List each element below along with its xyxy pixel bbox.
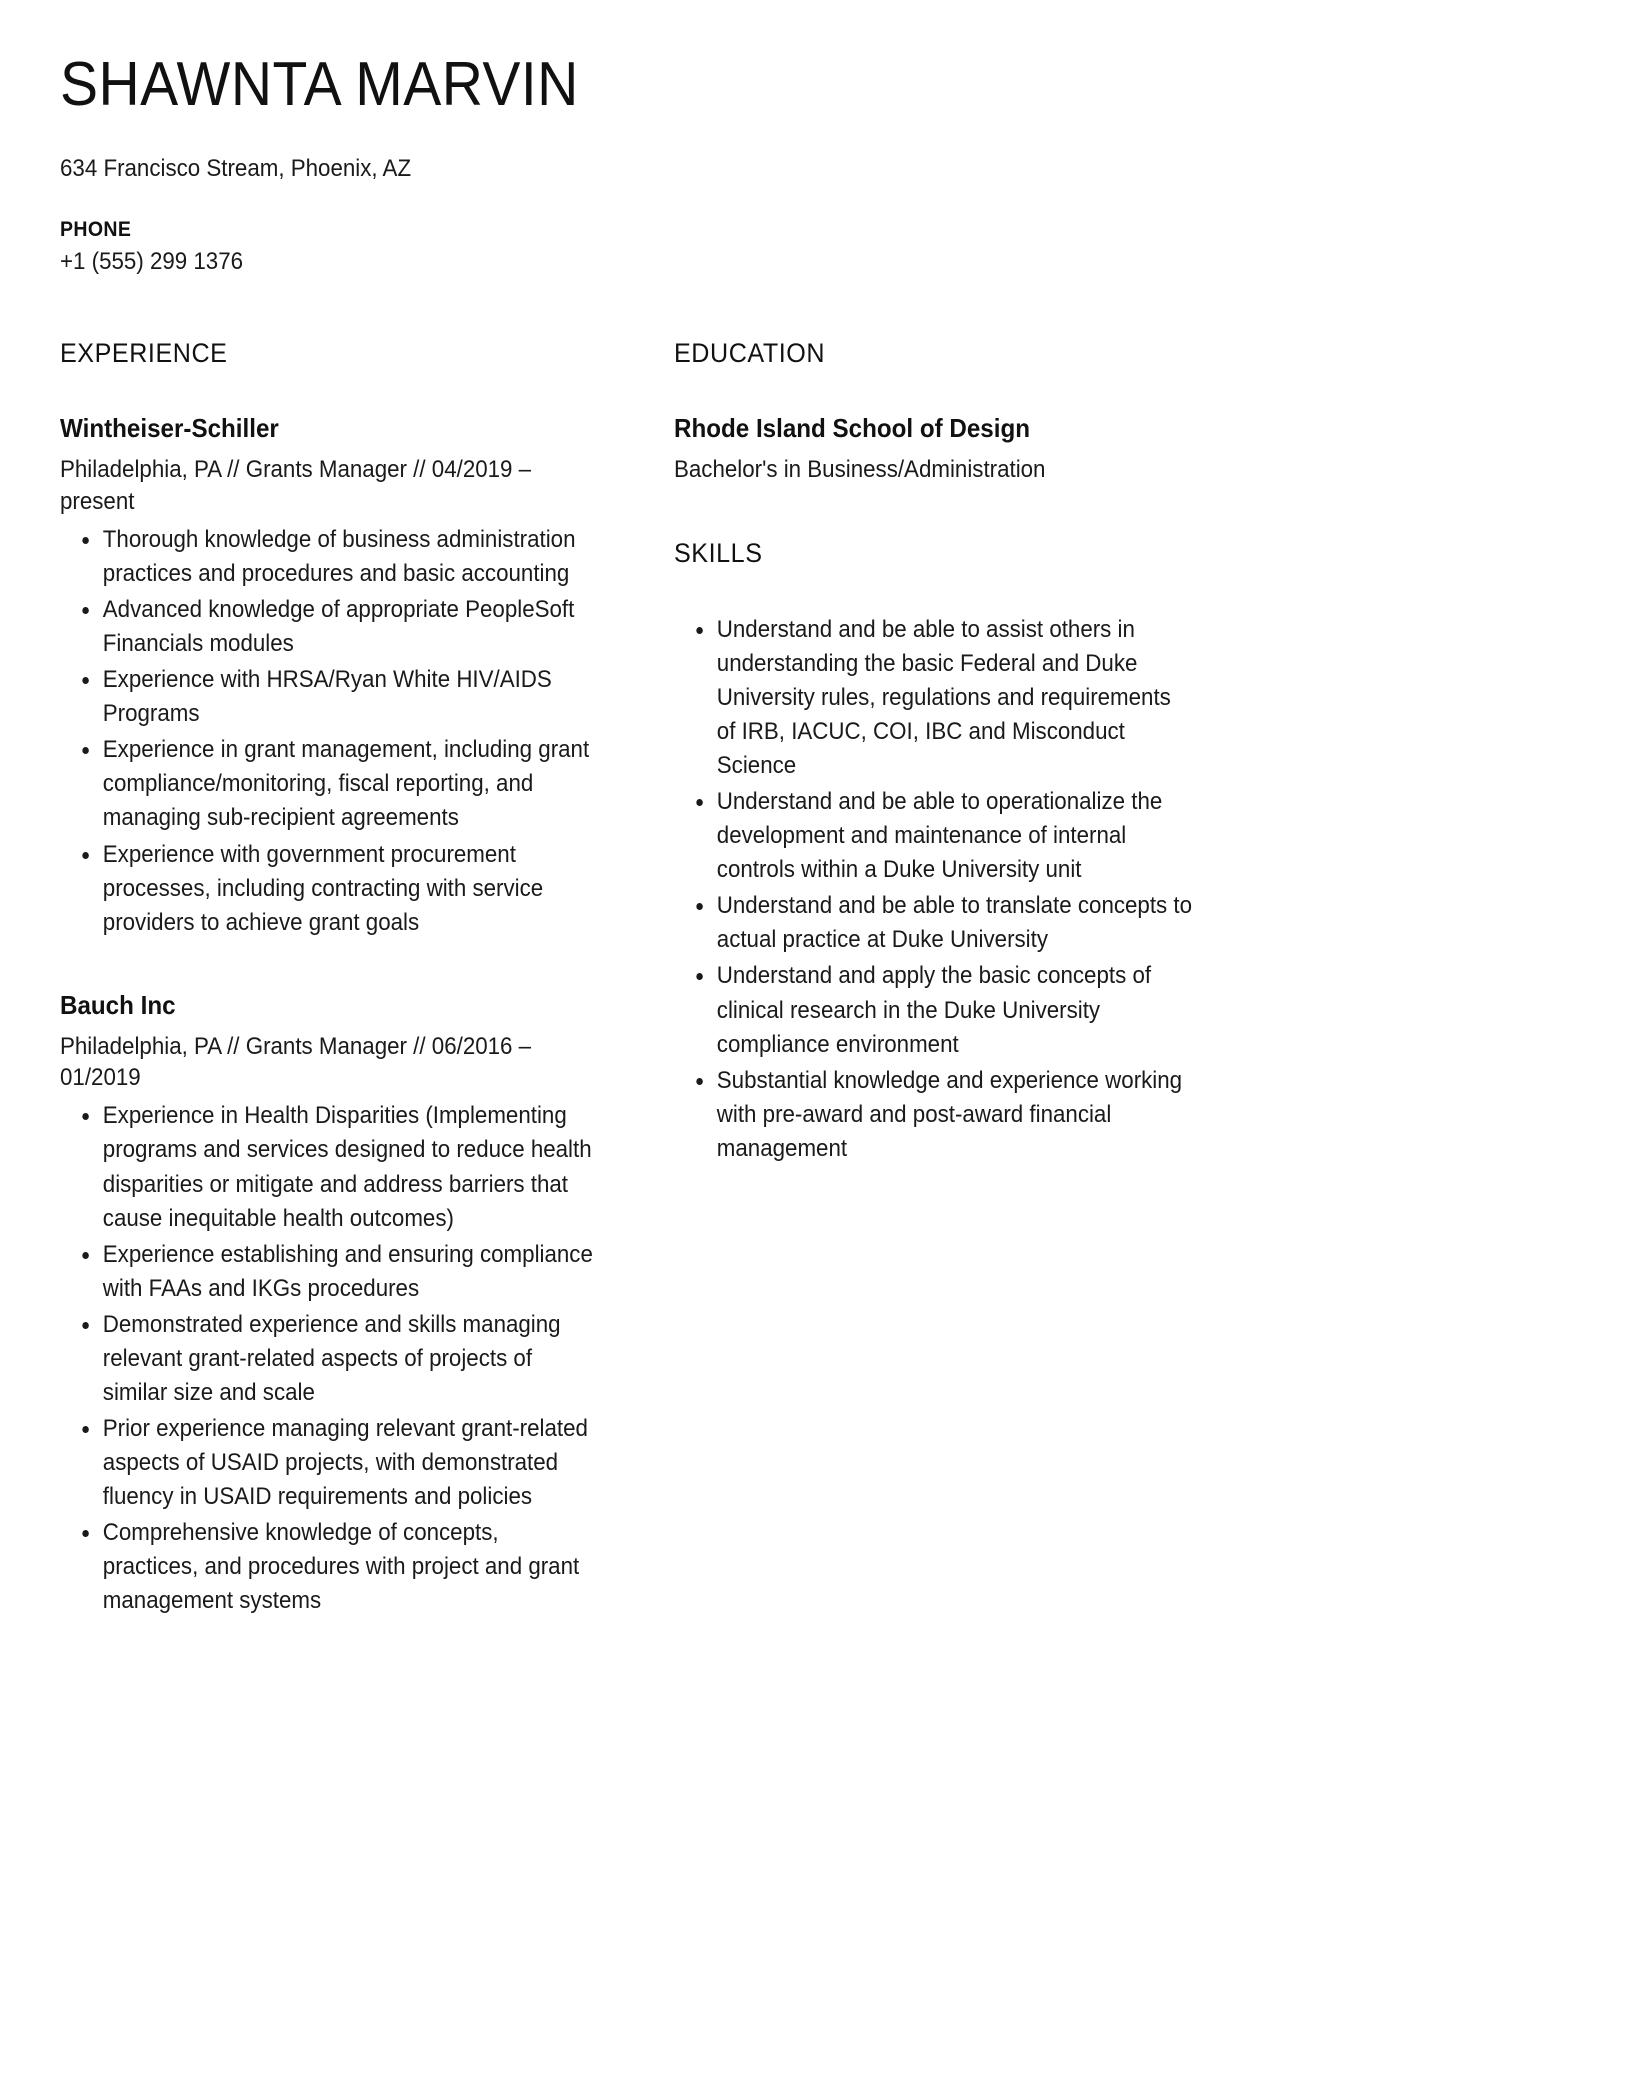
list-item: Experience with HRSA/Ryan White HIV/AIDS Programs [60, 663, 598, 731]
role-meta: Philadelphia, PA // Grants Manager // 04/2019 – present [60, 456, 532, 515]
list-item: Experience with government procurement processes, including contracting with service providers to achieve grant goals [60, 838, 598, 940]
education-entry [674, 413, 1234, 485]
list-item: Understand and be able to operationalize the development and maintenance of internal controls within a Duke University unit [674, 785, 1195, 887]
list-item: Understand and apply the basic concepts of clinical research in the Duke University compliance environment [674, 959, 1195, 1061]
section-title-experience: EXPERIENCE [60, 338, 228, 369]
list-item: Advanced knowledge of appropriate PeopleSoft Financials modules [60, 593, 598, 661]
page-title: SHAWNTA MARVIN [60, 50, 579, 119]
resume-columns [60, 338, 1572, 1620]
degree-name: Bachelor's in Business/Administration [674, 456, 1046, 484]
right-column [674, 338, 1234, 1168]
list-item: Understand and be able to assist others in understanding the basic Federal and Duke University rules, regulations and requirements of IRB, IACUC, COI, IBC and Misconduct Science [674, 613, 1195, 783]
list-item: Demonstrated experience and skills managing relevant grant-related aspects of projects of similar size and scale [60, 1308, 598, 1410]
section-title-skills: SKILLS [674, 537, 763, 568]
company-name: Wintheiser-Schiller [60, 413, 279, 444]
list-item: Experience establishing and ensuring compliance with FAAs and IKGs procedures [60, 1238, 598, 1306]
experience-entry [60, 990, 638, 1619]
company-name: Bauch Inc [60, 989, 176, 1020]
list-item: Experience in grant management, including grant compliance/monitoring, fiscal reporting, and managing sub-recipient agreements [60, 733, 598, 835]
address-line: 634 Francisco Stream, Phoenix, AZ [60, 155, 412, 183]
role-meta: Philadelphia, PA // Grants Manager // 06/2016 – 01/2019 [60, 1032, 532, 1092]
list-item: Experience in Health Disparities (Implementing programs and services designed to reduce health disparities or mitigate and address barriers that cause inequitable health outcomes) [60, 1099, 598, 1235]
skills-list [674, 613, 1234, 1166]
left-column [60, 338, 638, 1620]
experience-entry [60, 413, 638, 940]
list-item: Thorough knowledge of business administration practices and procedures and basic accounting [60, 523, 598, 591]
section-title-education: EDUCATION [674, 338, 826, 369]
school-name: Rhode Island School of Design [674, 413, 1031, 444]
responsibility-list [60, 1099, 638, 1618]
list-item: Substantial knowledge and experience working with pre-award and post-award financial management [674, 1064, 1195, 1166]
list-item: Comprehensive knowledge of concepts, practices, and procedures with project and grant management systems [60, 1516, 598, 1618]
list-item: Prior experience managing relevant grant-related aspects of USAID projects, with demonstrated fluency in USAID requirements and policies [60, 1412, 598, 1514]
resume-header [60, 52, 1572, 276]
phone-label: PHONE [60, 218, 132, 242]
responsibility-list [60, 523, 638, 940]
phone-value: +1 (555) 299 1376 [60, 248, 244, 276]
list-item: Understand and be able to translate concepts to actual practice at Duke University [674, 889, 1195, 957]
